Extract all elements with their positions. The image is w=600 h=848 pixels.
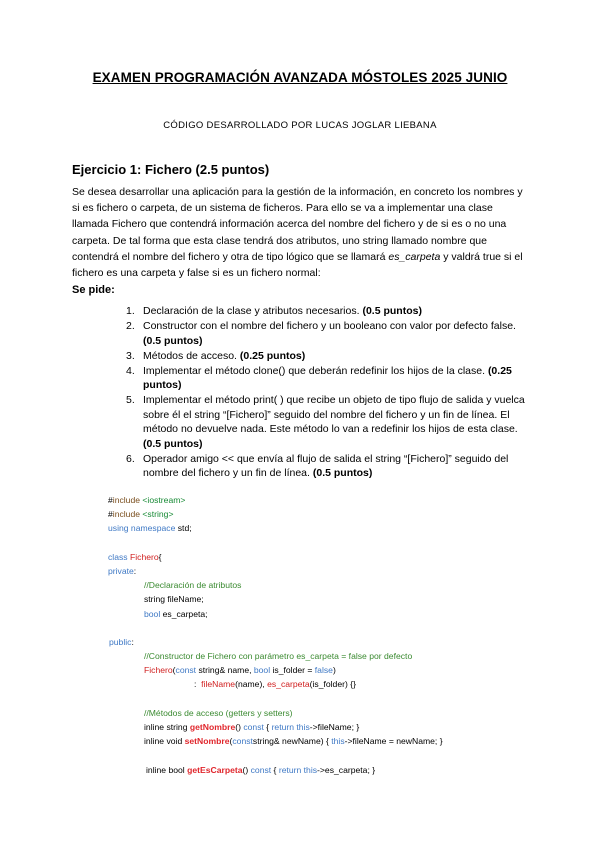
list-item: 1. Declaración de la clase y atributos necesarios. (0.5 puntos) <box>126 305 422 317</box>
code-line-attr-string: string fileName; <box>144 594 204 605</box>
code-line-ctor: Fichero(const string& name, bool is_folder = false) <box>144 665 336 676</box>
code-line-comment-attrs: //Declaración de atributos <box>144 580 242 591</box>
requirements-list <box>126 304 536 481</box>
code-line-init-list: : fileName(name), es_carpeta(is_folder) {} <box>194 679 356 690</box>
list-item: 3. Métodos de acceso. (0.25 puntos) <box>126 349 306 362</box>
code-line-public: public: <box>109 636 134 647</box>
code-line-include-string: #include <string> <box>108 509 174 520</box>
code-line-comment-access: //Métodos de acceso (getters y setters) <box>144 707 293 718</box>
code-line-private: private: <box>108 565 137 576</box>
list-item: 5. Implementar el método print( ) que recibe un objeto de tipo flujo de salida y vuelca sobre él el string “[Fichero]” seguido del nombre del fichero y un fin de línea. El método no devuelve nada. Este método lo van a redefinir los hijos de esta clase. (0.5 puntos) <box>126 394 525 450</box>
code-line-class: class Fichero{ <box>108 551 162 562</box>
document-title: EXAMEN PROGRAMACIÓN AVANZADA MÓSTOLES 2025 JUNIO <box>92 70 508 85</box>
es-carpeta-emphasis: es_carpeta <box>388 250 441 263</box>
document-subtitle: CÓDIGO DESARROLLADO POR LUCAS JOGLAR LIEBANA <box>163 120 437 131</box>
se-pide-label: Se pide: <box>72 284 115 296</box>
code-line-setter: inline void setNombre(conststring& newName) { this->fileName = newName; } <box>144 736 443 747</box>
code-line-using: using namespace std; <box>108 523 192 534</box>
code-line-get-es-carpeta: inline bool getEsCarpeta() const { return this->es_carpeta; } <box>146 764 376 775</box>
list-item: 4. Implementar el método clone() que deberán redefinir los hijos de la clase. (0.25 puntos) <box>126 364 512 391</box>
exercise-intro: Se desea desarrollar una aplicación para la gestión de la información, en concreto los nombres y si es fichero o carpeta, de un sistema de ficheros. Para ello se va a implementar una clase llamada Fichero que contendrá información acerca del nombre del fichero y de si es o no una carpeta. De tal forma que esta clase tendrá dos atributos, uno string llamado nombre que contendrá el nombre del fichero y otra de tipo lógico que se llamará es_carpeta y valdrá true si el fichero es una carpeta y false si es un fichero normal: <box>72 186 523 280</box>
exercise-heading: Ejercicio 1: Fichero (2.5 puntos) <box>72 162 270 177</box>
list-item: 6. Operador amigo << que envía al flujo de salida el string “[Fichero]” seguido del nombre del fichero y un fin de línea. (0.5 puntos) <box>126 452 509 479</box>
code-line-attr-bool: bool es_carpeta; <box>144 608 208 619</box>
code-line-comment-ctor: //Constructor de Fichero con parámetro es_carpeta = false por defecto <box>144 651 413 662</box>
code-line-include-iostream: #include <iostream> <box>108 495 186 505</box>
list-item: 2. Constructor con el nombre del fichero y un booleano con valor por defecto false. (0.5 puntos) <box>126 320 516 347</box>
code-line-getter: inline string getNombre() const { return this->fileName; } <box>144 722 360 732</box>
code-block <box>108 493 548 777</box>
